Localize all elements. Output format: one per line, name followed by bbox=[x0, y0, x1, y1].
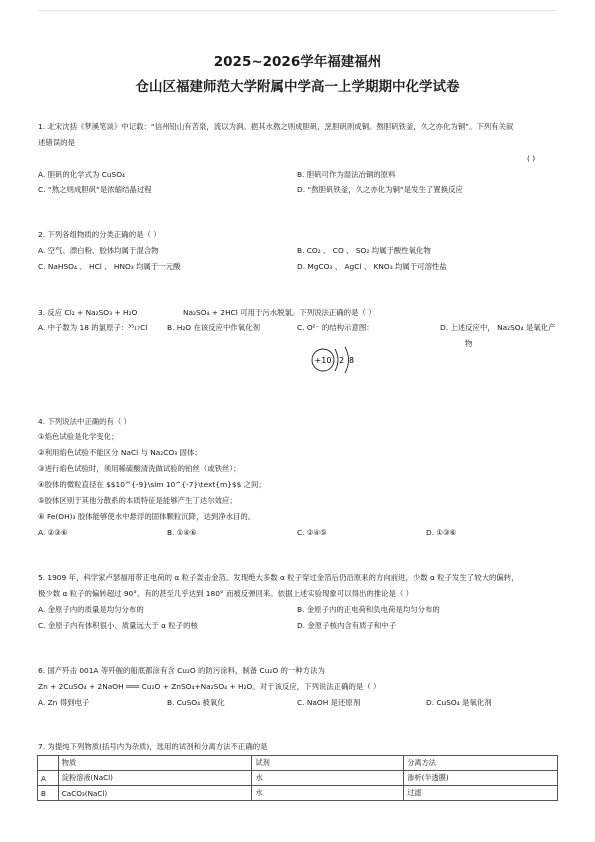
q4-statement-3: ③进行焰色试验时，须用稀硫酸清洗做试验的铂丝（或铁丝）； bbox=[38, 464, 241, 473]
q6-stem-line2: Zn + 2CuSO₄ + 2NaOH ═══ Cu₂O + ZnSO₄+Na₂SO₄ + H₂O。对于该反应，下列说法正确的是（ ） bbox=[38, 682, 381, 691]
q1-answer-paren: ( ) bbox=[527, 154, 536, 163]
q4-statement-2: ②利用焰色试验不能区分 NaCl 与 Na₂CO₃ 固体； bbox=[38, 448, 202, 457]
nucleus-charge: +10 bbox=[314, 356, 332, 365]
q3-option-a[interactable]: A. 中子数为 18 的氯原子：³⁵₁₇Cl bbox=[38, 323, 148, 332]
q1-option-d[interactable]: D. “熬胆矾铁釜，久之亦化为铜”是发生了置换反应 bbox=[297, 185, 463, 194]
q6-option-a[interactable]: A. Zn 得到电子 bbox=[38, 698, 90, 707]
q2-stem: 2. 下列各组物质的分类正确的是（ ） bbox=[38, 230, 161, 239]
q3-option-d-line1[interactable]: D. 上述反应中， Na₂SO₄ 是氧化产 bbox=[440, 323, 556, 332]
q5-option-c[interactable]: C. 金原子内有体积很小、质量远大于 α 粒子的核 bbox=[38, 621, 198, 630]
q1-option-a[interactable]: A. 胆矾的化学式为 CuSO₄ bbox=[38, 170, 126, 179]
q6-option-c[interactable]: C. NaOH 是还原剂 bbox=[297, 698, 361, 707]
q1-stem-line1: 1. 北宋沈括《梦溪笔谈》中记载：“信州铅山有苦泉，流以为涧。挹其水熬之则成胆矾，烹胆矾则成铜。熬胆矾铁釜，久之亦化为铜”。下列有关叙 bbox=[38, 122, 514, 131]
shell-1-electrons: 2 bbox=[339, 356, 345, 365]
q3-option-c[interactable]: C. O²⁻ 的结构示意图： bbox=[297, 323, 374, 332]
table-row bbox=[38, 771, 558, 786]
q2-option-d[interactable]: D. MgCO₃ 、 AgCl 、 KNO₃ 均属于可溶性盐 bbox=[297, 262, 447, 271]
table-header-cell: 物质 bbox=[58, 756, 252, 771]
q4-statement-6: ⑥ Fe(OH)₃ 胶体能够使水中悬浮的固体颗粒沉降，达到净水目的。 bbox=[38, 512, 256, 521]
q4-stem: 4. 下列说法中正确的有（ ） bbox=[38, 417, 132, 426]
q2-option-a[interactable]: A. 空气、漂白粉、胶体均属于混合物 bbox=[38, 246, 159, 255]
table-cell: A bbox=[38, 771, 59, 786]
q6-option-d[interactable]: D. CuSO₄ 是氧化剂 bbox=[426, 698, 492, 707]
q6-option-b[interactable]: B. CuSO₄ 被氧化 bbox=[167, 698, 225, 707]
q5-stem-line1: 5. 1909 年，科学家卢瑟福用带正电荷的 α 粒子轰击金箔。发现绝大多数 α 粒子穿过金箔后仍沿原来的方向前进，少数 α 粒子发生了较大的偏转， bbox=[38, 573, 519, 582]
q3-option-d-line2: 物 bbox=[465, 339, 473, 348]
table-cell: CaCO₃(NaCl) bbox=[58, 786, 252, 801]
table-cell: 水 bbox=[252, 771, 404, 786]
q3-stem-left: 3. 反应 Cl₂ + Na₂SO₃ + H₂O bbox=[38, 308, 138, 317]
table-header-cell bbox=[38, 756, 59, 771]
q3-option-b[interactable]: B. H₂O 在该反应中作氧化剂 bbox=[167, 323, 260, 332]
page-title-line2: 仓山区福建师范大学附属中学高一上学期期中化学试卷 bbox=[135, 79, 460, 95]
q3-stem-right: Na₂SO₄ + 2HCl 可用于污水脱氯。下列说法正确的是（ ） bbox=[183, 308, 376, 317]
table-cell: 水 bbox=[252, 786, 404, 801]
table-cell: 过滤 bbox=[404, 786, 558, 801]
q4-option-d[interactable]: D. ①③⑥ bbox=[426, 528, 457, 537]
q5-option-d[interactable]: D. 金原子核内含有质子和中子 bbox=[297, 621, 397, 630]
table-header-cell: 分离方法 bbox=[404, 756, 558, 771]
q5-stem-line2: 极少数 α 粒子的偏转超过 90°。有的甚至几乎达到 180° 而被反弹回来。依据上述实验现象可以得出的推论是（ ） bbox=[38, 589, 414, 598]
q6-stem-line1: 6. 国产歼击 001A 等歼舰的船底都涂有含 Cu₂O 的防污涂料，制备 Cu₂O 的一种方法为 bbox=[38, 666, 325, 675]
q4-option-b[interactable]: B. ①④⑥ bbox=[167, 528, 197, 537]
electron-shell-2 bbox=[345, 347, 349, 373]
table-cell: B bbox=[38, 786, 59, 801]
electron-shell-1 bbox=[335, 349, 338, 371]
q5-option-a[interactable]: A. 金原子内的质量是均匀分布的 bbox=[38, 605, 144, 614]
q4-statement-5: ⑤胶体区别于其他分散系的本质特征是能够产生丁达尔效应； bbox=[38, 496, 237, 505]
q1-option-b[interactable]: B. 胆矾可作为湿法冶铜的原料 bbox=[297, 170, 396, 179]
table-row bbox=[38, 786, 558, 801]
q7-table bbox=[37, 755, 558, 801]
q1-stem-line2: 述错误的是 bbox=[38, 138, 75, 147]
oxide-ion-structure-diagram bbox=[308, 342, 368, 378]
q2-option-b[interactable]: B. CO₂ 、 CO 、 SO₂ 均属于酸性氧化物 bbox=[297, 246, 431, 255]
q4-statement-4: ④胶体的微粒直径在 $$10^{-9}\sim 10^{-7}\text{m}$$ 之间； bbox=[38, 480, 266, 489]
shell-2-electrons: 8 bbox=[349, 356, 355, 365]
q4-statement-1: ①焰色试验是化学变化； bbox=[38, 432, 119, 441]
table-header-row bbox=[38, 756, 558, 771]
table-cell: 淀粉溶液(NaCl) bbox=[58, 771, 252, 786]
q5-option-b[interactable]: B. 金原子内的正电荷和负电荷是均匀分布的 bbox=[297, 605, 440, 614]
q4-option-a[interactable]: A. ②③⑥ bbox=[38, 528, 68, 537]
table-header-cell: 试剂 bbox=[252, 756, 404, 771]
page-title-line1: 2025~2026学年福建福州 bbox=[213, 54, 382, 70]
q1-option-c[interactable]: C. “熬之则成胆矾”是浓缩结晶过程 bbox=[38, 185, 152, 194]
top-rule bbox=[38, 10, 557, 11]
q7-stem: 7. 为提纯下列物质(括号内为杂质)，选用的试剂和分离方法不正确的是 bbox=[38, 742, 268, 751]
q4-option-c[interactable]: C. ②④⑤ bbox=[297, 528, 327, 537]
table-cell: 渗析(半透膜) bbox=[404, 771, 558, 786]
q2-option-c[interactable]: C. NaHSO₄ 、 HCl 、 HNO₃ 均属于一元酸 bbox=[38, 262, 181, 271]
